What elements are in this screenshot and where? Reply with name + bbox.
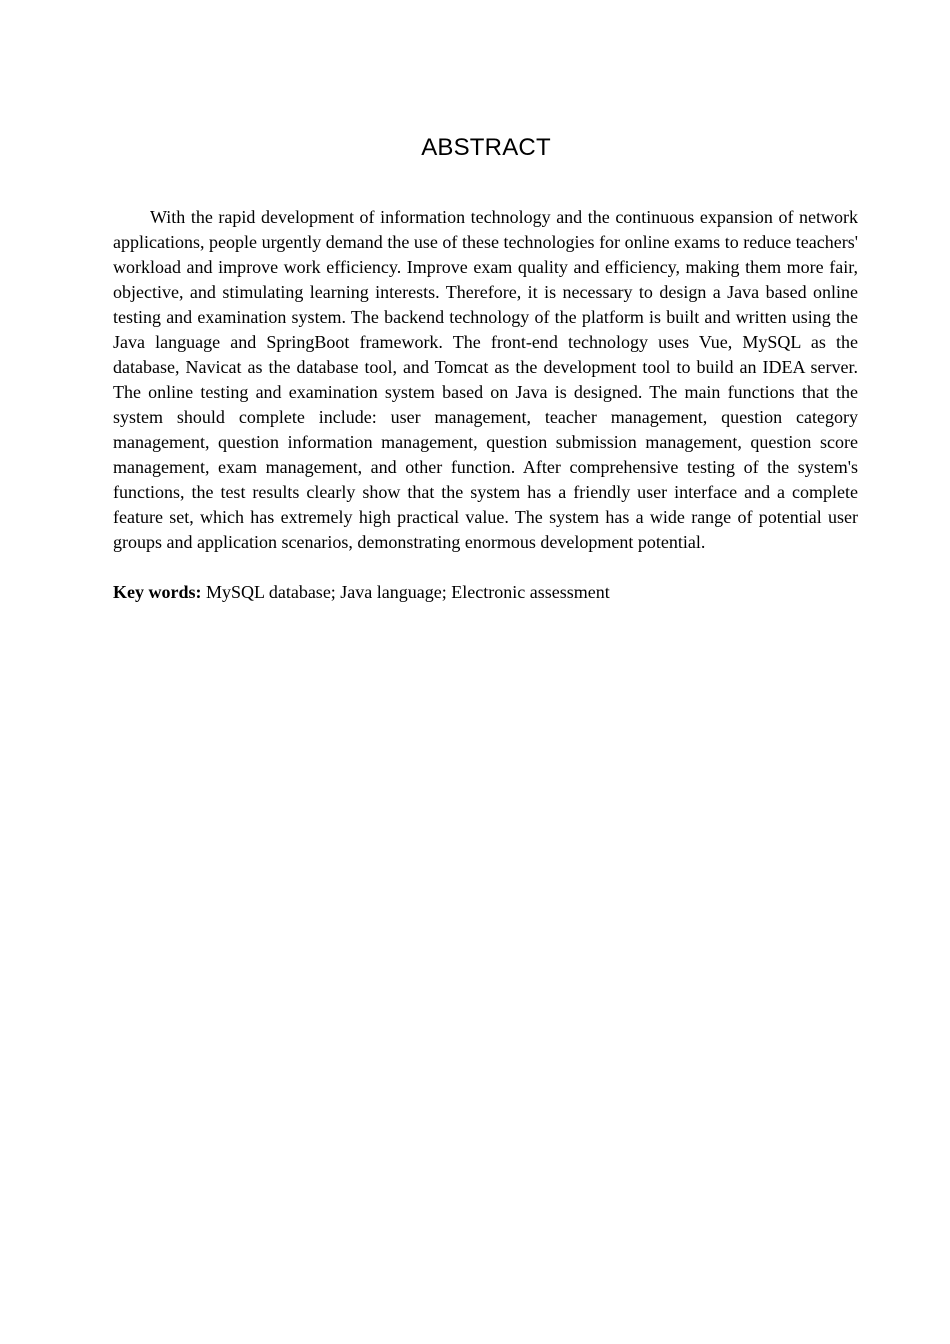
abstract-title: ABSTRACT	[421, 134, 551, 161]
keywords-text: MySQL database; Java language; Electronic assessment	[201, 582, 610, 602]
abstract-body: With the rapid development of information technology and the continuous expansion of network applications, people urgently demand the use of these technologies for online exams to reduce teachers' workload and improve work efficiency. Improve exam quality and efficiency, making them more fair, objective, and stimulating learning interests. Therefore, it is necessary to design a Java based online testing and examination system. The backend technology of the platform is built and written using the Java language and SpringBoot framework. The front-end technology uses Vue, MySQL as the database, Navicat as the database tool, and Tomcat as the development tool to build an IDEA server. The online testing and examination system based on Java is designed. The main functions that the system should complete include: user management, teacher management, question category management, question information management, question submission management, question score management, exam management, and other function. After comprehensive testing of the system's functions, the test results clearly show that the system has a friendly user interface and a complete feature set, which has extremely high practical value. The system has a wide range of potential user groups and application scenarios, demonstrating enormous development potential.	[113, 207, 858, 552]
keywords-line	[113, 580, 858, 605]
keywords-label: Key words:	[113, 582, 202, 602]
